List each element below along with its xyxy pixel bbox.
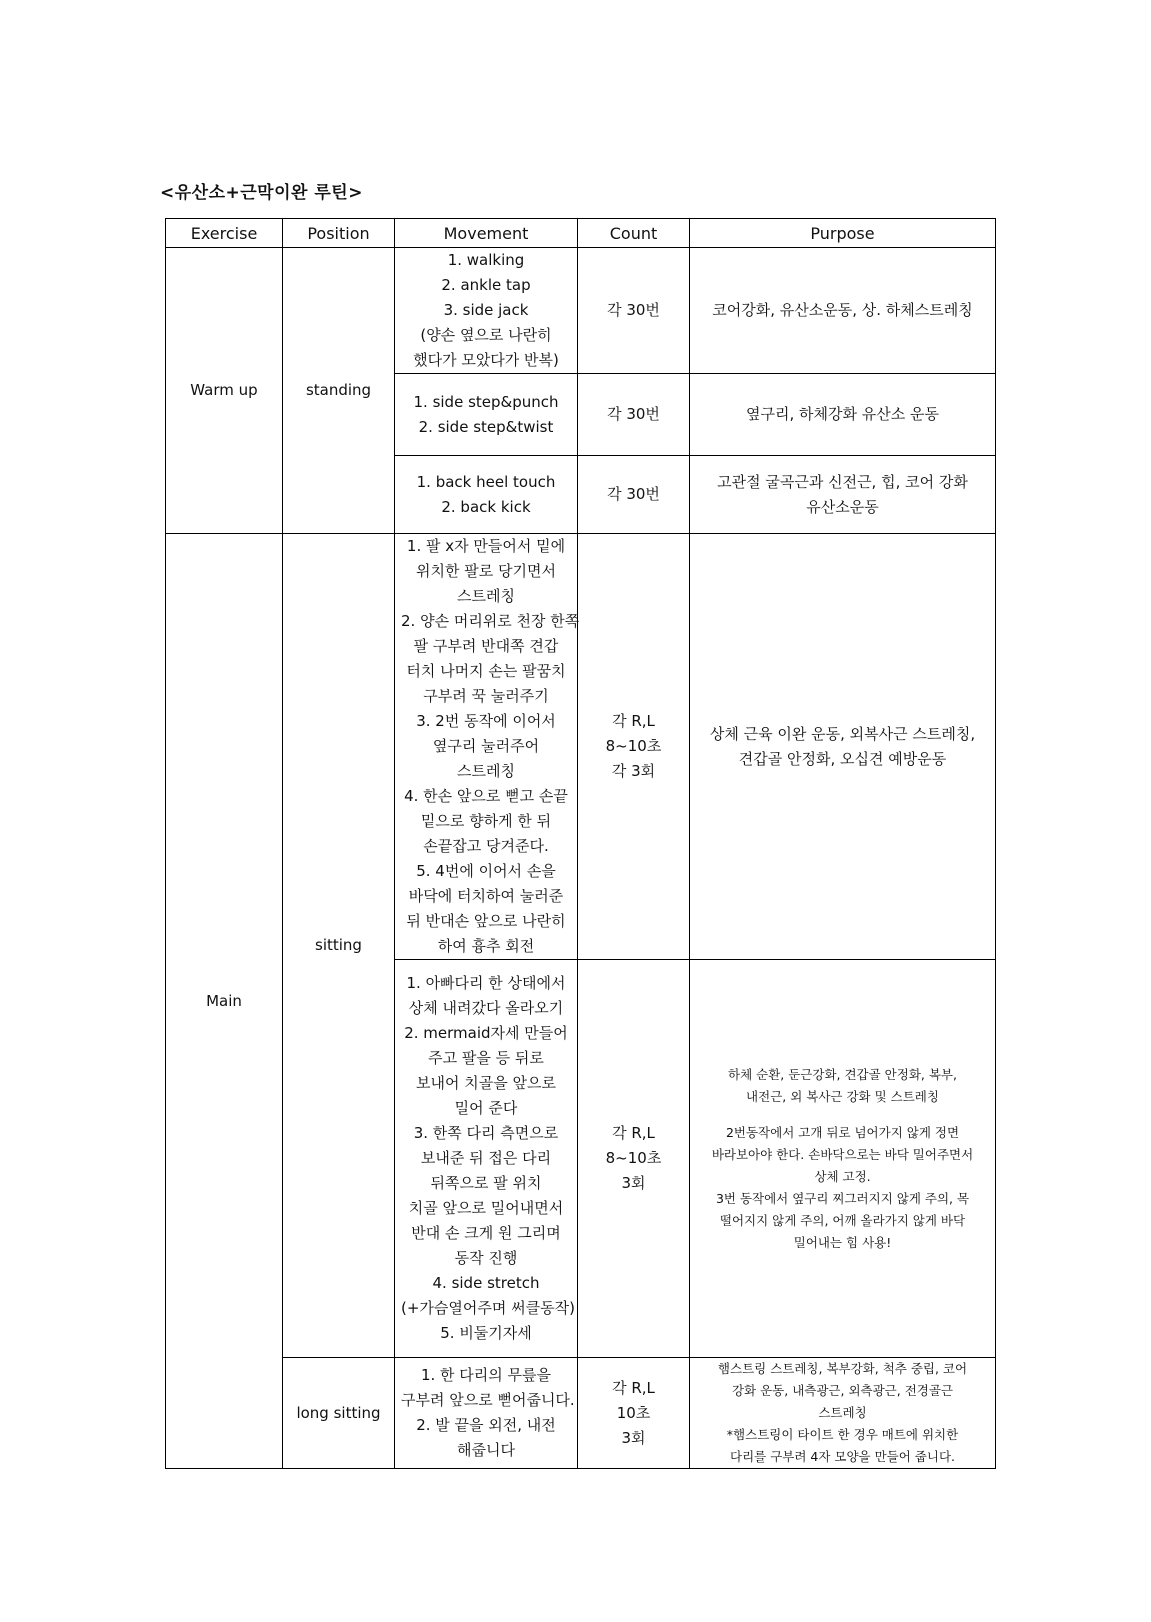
purpose-line: 고관절 굴곡근과 신전근, 힙, 코어 강화 (717, 472, 968, 491)
movement-line: 바닥에 터치하여 눌러준 (408, 887, 564, 905)
position-sitting: sitting (283, 534, 395, 1358)
movement-line: 3. 한쪽 다리 측면으로 (413, 1124, 559, 1142)
header-row (166, 219, 996, 248)
movement-cell (395, 248, 578, 374)
count-cell (578, 960, 690, 1358)
movement-line: (+가슴열어주며 써클동작) (401, 1299, 575, 1317)
movement-line: 1. back heel touch (416, 472, 556, 491)
movement-line: 주고 팔을 등 뒤로 (428, 1049, 544, 1067)
movement-cell (395, 374, 578, 456)
header-exercise: Exercise (166, 219, 283, 248)
movement-line: 뒤 반대손 앞으로 나란히 (406, 912, 566, 930)
movement-line: 팔 구부려 반대쪽 견갑 (413, 637, 559, 655)
movement-line: 2. mermaid자세 만들어 (404, 1024, 568, 1042)
movement-line: 밑으로 향하게 한 뒤 (420, 812, 552, 830)
purpose-line: 떨어지지 않게 주의, 어깨 올라가지 않게 바닥 (719, 1212, 966, 1228)
movement-line: 스트레칭 (457, 587, 515, 605)
count-line: 8~10초 (605, 1149, 662, 1167)
count-line: 3회 (621, 1428, 646, 1447)
movement-line: 보내준 뒤 접은 다리 (420, 1149, 552, 1167)
count-cell (578, 1358, 690, 1469)
count-cell: 각 30번 (578, 374, 690, 456)
document-title: <유산소+근막이완 루틴> (160, 183, 363, 203)
header-count: Count (578, 219, 690, 248)
movement-line: 뒤쪽으로 팔 위치 (430, 1174, 542, 1192)
purpose-line: 하체 순환, 둔근강화, 견갑골 안정화, 복부, (728, 1066, 957, 1082)
purpose-line: 스트레칭 (818, 1405, 867, 1420)
movement-line: 4. side stretch (432, 1274, 540, 1292)
count-line: 각 R,L (612, 1378, 655, 1397)
table-row (166, 534, 996, 960)
purpose-line: 강화 운동, 내측광근, 외측광근, 전경골근 (731, 1383, 953, 1398)
table-row (166, 1358, 996, 1469)
purpose-line: 유산소운동 (806, 497, 879, 516)
movement-line: 했다가 모았다가 반복) (413, 351, 559, 369)
movement-line: 5. 비둘기자세 (440, 1324, 532, 1342)
movement-line: 반대 손 크게 원 그리며 (411, 1224, 561, 1242)
purpose-cell (690, 1358, 996, 1469)
movement-cell (395, 456, 578, 534)
count-line: 10초 (616, 1403, 651, 1422)
movement-line: 구부려 꾹 눌러주기 (423, 687, 549, 705)
exercise-warmup: Warm up (166, 248, 283, 534)
movement-line: 보내어 치골을 앞으로 (416, 1074, 556, 1092)
header-movement: Movement (395, 219, 578, 248)
purpose-cell: 코어강화, 유산소운동, 상. 하체스트레칭 (690, 248, 996, 374)
movement-line: 해줍니다 (457, 1441, 515, 1459)
movement-line: 1. 한 다리의 무릎을 (420, 1366, 552, 1384)
purpose-cell (690, 960, 996, 1358)
movement-line: 2. side step&twist (418, 417, 554, 436)
movement-line: 1. 팔 x자 만들어서 밑에 (406, 537, 566, 555)
purpose-line: *햄스트링이 타이트 한 경우 매트에 위치한 (726, 1427, 959, 1442)
movement-line: 옆구리 눌러주어 (432, 737, 540, 755)
count-line: 각 R,L (612, 712, 655, 730)
table-row (166, 248, 996, 374)
movement-line: 1. 아빠다리 한 상태에서 (406, 974, 566, 992)
movement-line: 구부려 앞으로 뻗어줍니다. (401, 1391, 575, 1409)
header-position: Position (283, 219, 395, 248)
movement-line: 밀어 준다 (454, 1099, 518, 1117)
movement-line: 1. walking (447, 251, 525, 269)
purpose-line: 상체 근육 이완 운동, 외복사근 스트레칭, (709, 724, 976, 743)
movement-cell (395, 1358, 578, 1469)
count-cell: 각 30번 (578, 248, 690, 374)
count-cell (578, 534, 690, 960)
movement-line: 터치 나머지 손는 팔꿈치 (406, 662, 566, 680)
purpose-line: 내전근, 외 복사근 강화 및 스트레칭 (746, 1088, 939, 1104)
position-standing: standing (283, 248, 395, 534)
count-line: 각 3회 (611, 762, 656, 780)
spacer (696, 1108, 989, 1122)
purpose-line: 3번 동작에서 옆구리 찌그러지지 않게 주의, 목 (715, 1190, 970, 1206)
position-long-sitting: long sitting (283, 1358, 395, 1469)
count-line: 3회 (621, 1174, 646, 1192)
movement-line: 2. 양손 머리위로 천장 한쪽 (401, 612, 580, 630)
count-cell: 각 30번 (578, 456, 690, 534)
movement-line: (양손 옆으로 나란히 (420, 326, 552, 344)
movement-line: 치골 앞으로 밀어내면서 (408, 1199, 564, 1217)
movement-line: 2. 발 끝을 외전, 내전 (416, 1416, 556, 1434)
exercise-main: Main (166, 534, 283, 1469)
count-line: 각 R,L (612, 1124, 655, 1142)
movement-line: 스트레칭 (457, 762, 515, 780)
movement-line: 동작 진행 (454, 1249, 518, 1267)
purpose-line: 견갑골 안정화, 오십견 예방운동 (738, 749, 947, 768)
movement-line: 5. 4번에 이어서 손을 (416, 862, 556, 880)
purpose-line: 밀어내는 힘 사용! (793, 1234, 892, 1250)
movement-line: 하여 흉추 회전 (437, 937, 535, 955)
count-line: 8~10초 (605, 737, 662, 755)
movement-line: 3. side jack (443, 301, 529, 319)
purpose-line: 2번동작에서 고개 뒤로 넘어가지 않게 정면 (725, 1124, 960, 1140)
movement-line: 상체 내려갔다 올라오기 (408, 999, 564, 1017)
movement-line: 2. back kick (441, 497, 531, 516)
purpose-line: 상체 고정. (814, 1168, 871, 1184)
movement-line: 4. 한손 앞으로 뻗고 손끝 (404, 787, 568, 805)
movement-cell (395, 960, 578, 1358)
purpose-cell (690, 534, 996, 960)
movement-cell (395, 534, 578, 960)
purpose-cell (690, 456, 996, 534)
purpose-line: 바라보아야 한다. 손바닥으로는 바닥 밀어주면서 (711, 1146, 974, 1162)
routine-table (165, 218, 996, 1469)
movement-line: 1. side step&punch (413, 392, 559, 411)
movement-line: 위치한 팔로 당기면서 (416, 562, 556, 580)
purpose-line: 다리를 구부려 4자 모양을 만들어 줍니다. (730, 1449, 955, 1464)
movement-line: 손끝잡고 당겨준다. (423, 837, 549, 855)
header-purpose: Purpose (690, 219, 996, 248)
movement-line: 2. ankle tap (441, 276, 531, 294)
purpose-line: 햄스트링 스트레칭, 복부강화, 척추 중립, 코어 (717, 1361, 968, 1376)
purpose-cell: 옆구리, 하체강화 유산소 운동 (690, 374, 996, 456)
movement-line: 3. 2번 동작에 이어서 (416, 712, 556, 730)
